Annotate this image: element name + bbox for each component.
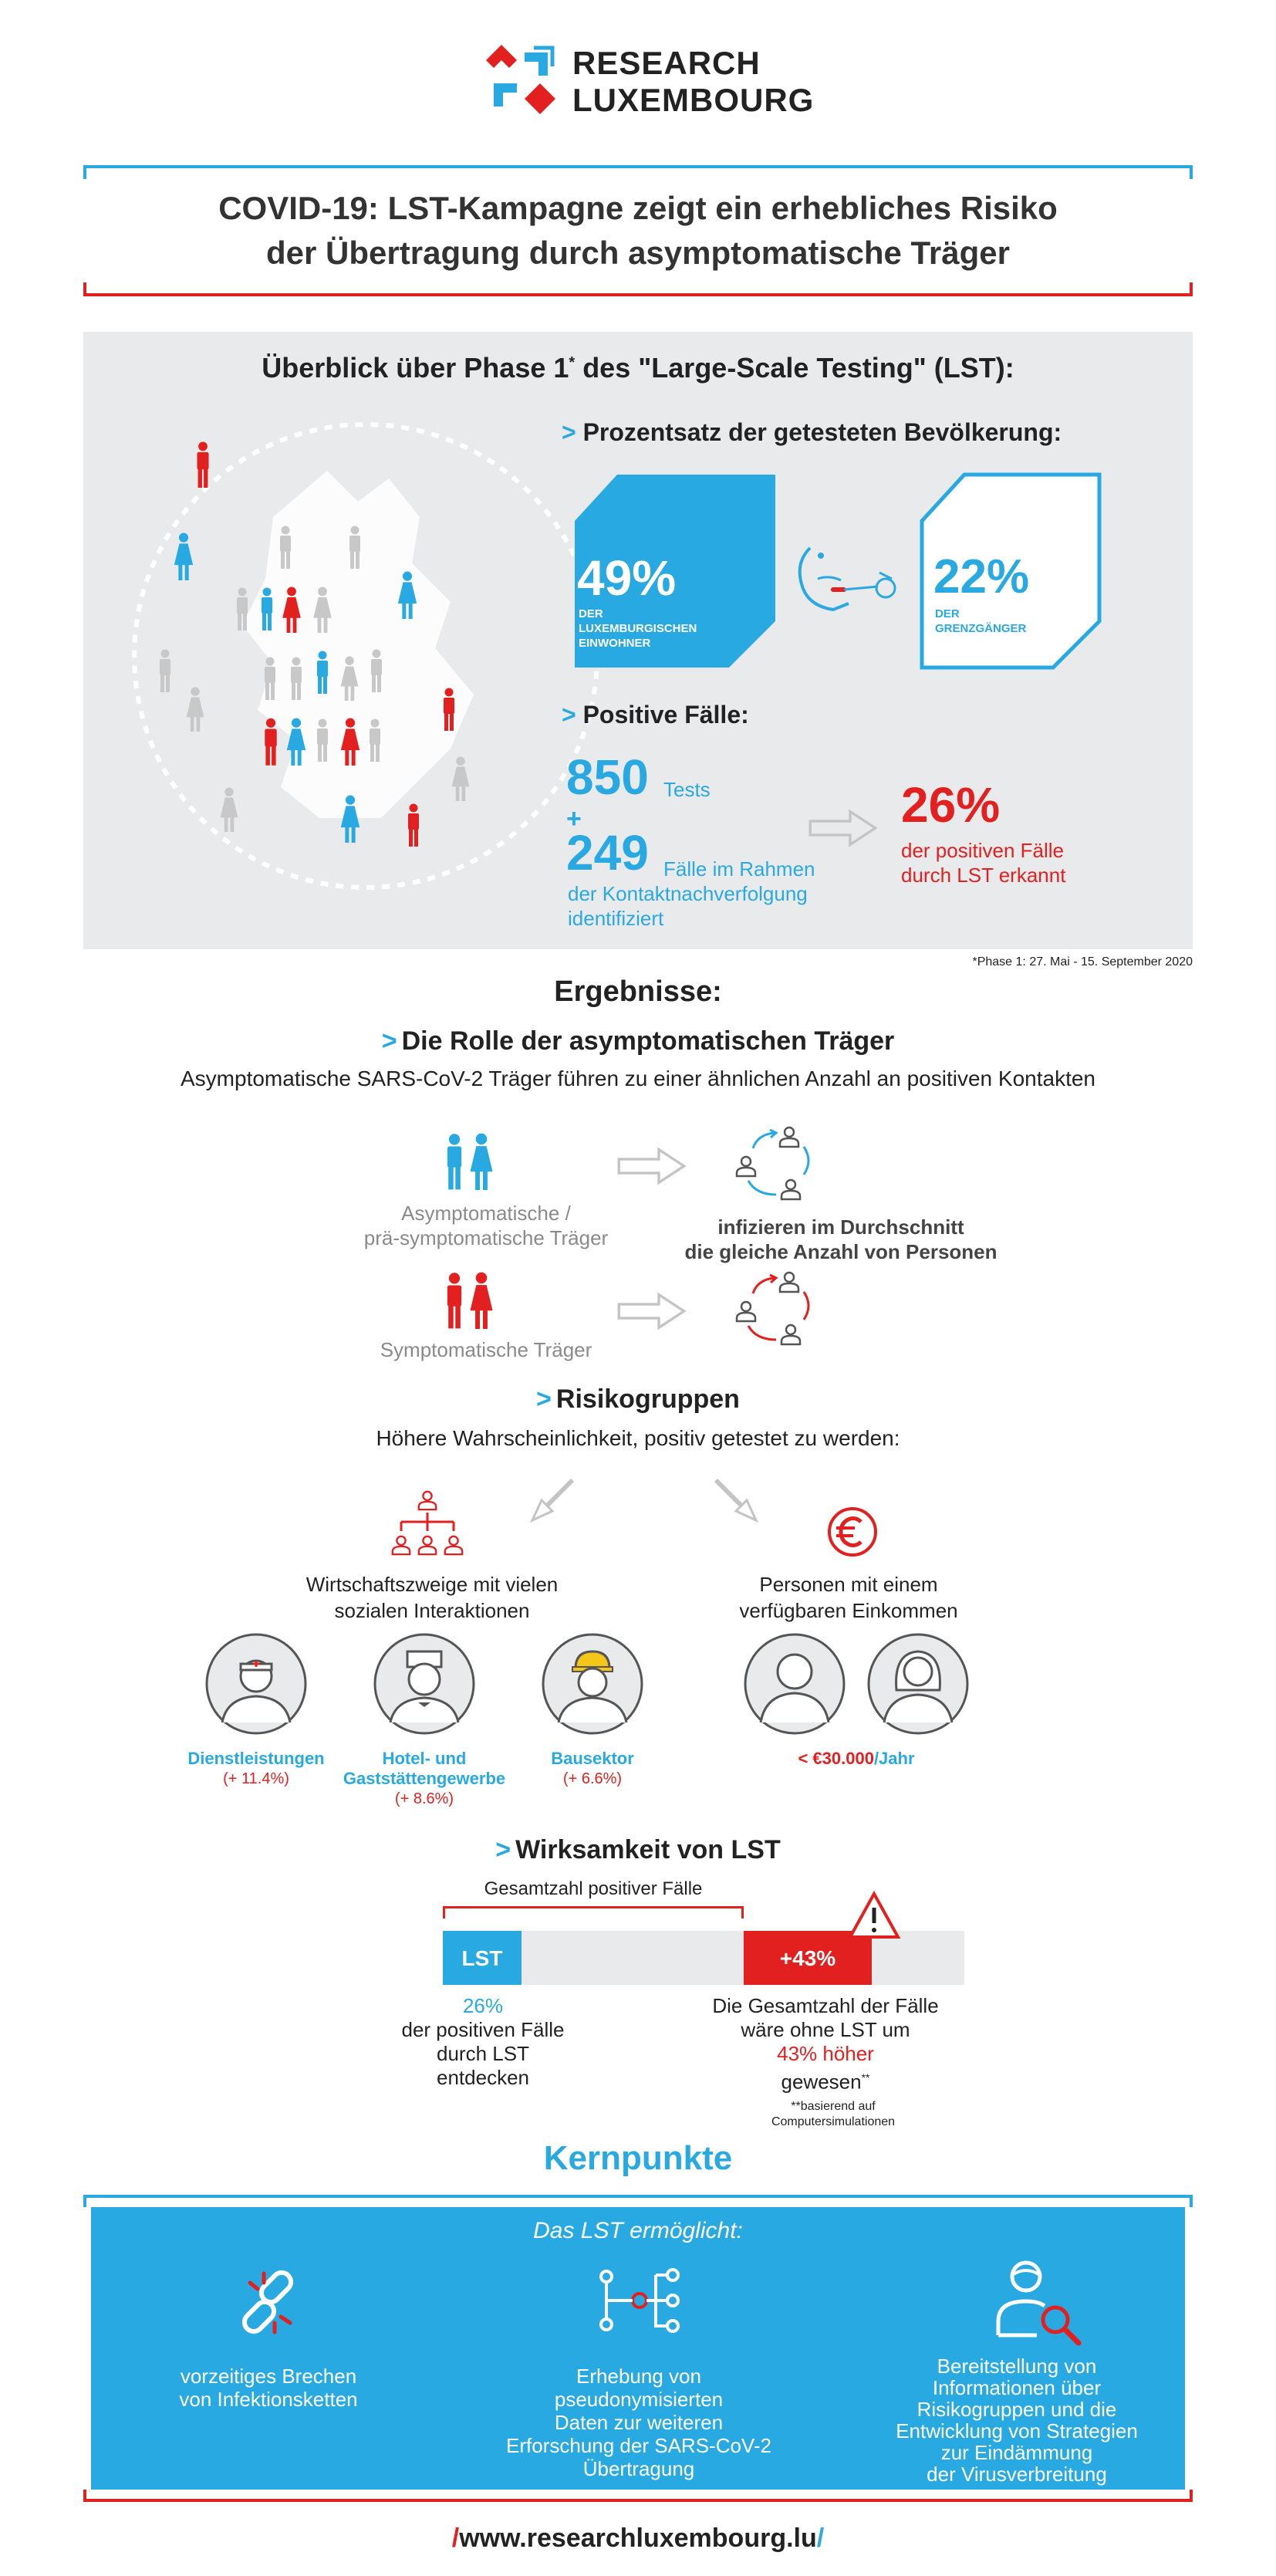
key-point-2-line-3: Daten zur weiteren [554,2411,724,2434]
data-network-icon [597,2266,682,2335]
key-point-3-line-5: zur Eindämmung [940,2441,1093,2464]
contact-value: 249 [566,825,649,881]
lst-share-label-line-2: durch LST erkannt [901,864,1066,887]
overview-heading-post: des "Large-Scale Testing" (LST): [575,352,1014,384]
tests-value: 850 [566,749,649,805]
key-point-1-text [106,2365,430,2411]
luxembourg-map-shape [242,471,474,818]
lst-share-label [901,838,1065,887]
key-point-3-line-3: Risikogruppen und die [916,2398,1117,2421]
woman-avatar-icon [866,1631,971,1736]
logo-line-2: LUXEMBOURG [572,82,815,118]
title-top-right-tick [1190,165,1193,179]
symptomatic-label: Symptomatische Träger [380,1338,592,1361]
construction-name: Bausektor [551,1749,634,1768]
logo-mark-icon [478,37,563,122]
percent-tested-chevron: > [562,418,576,446]
without-lst-line-3-wrap [671,2066,980,2094]
cases-arrow-icon [808,809,878,847]
warning-icon [847,1891,901,1940]
overview-heading-pre: Überblick über Phase 1 [262,352,569,384]
results-heading: Ergebnisse: [554,975,722,1008]
lst-detected-line-2: durch LST [437,2042,529,2065]
euro-icon [825,1505,879,1559]
construction-caption [500,1749,685,1788]
sectors-label-line-1: Wirtschaftszweige mit vielen [305,1573,559,1596]
key-point-3-text [855,2355,1179,2485]
bracket-label: Gesamtzahl positiver Fälle [484,1878,703,1899]
without-lst-text [671,1994,980,2094]
residents-label-line-2: LUXEMBURGISCHEN [579,622,697,635]
luxembourg-map-illustration [127,417,605,895]
chef-avatar-icon [372,1631,477,1736]
footer-slash-left: / [451,2524,460,2553]
without-lst-line-1: Die Gesamtzahl der Fälle [712,1994,939,2017]
services-value: (+ 11.4%) [223,1770,289,1787]
symptomatic-arrow-icon [617,1292,687,1330]
lst-detected-line-1: der positiven Fälle [401,2018,565,2041]
role-subtitle: Asymptomatische SARS-CoV-2 Träger führen zu einer ähnlichen Anzahl an positiven Kontakten [181,1067,1095,1090]
swab-test-icon [787,532,918,633]
role-heading-chevron: > [381,1026,397,1056]
contact-label-line-2: der Kontaktnachverfolgung [568,882,808,905]
title-top-rule [83,165,1193,168]
overview-panel [83,332,1193,949]
page-title-line-1: COVID-19: LST-Kampagne zeigt ein erhebliches Risiko [218,190,1058,226]
crossborder-label-line-1: DER [935,607,960,620]
key-point-3-line-2: Informationen über [932,2376,1102,2399]
effectiveness-heading [0,1835,1276,1865]
sectors-label [262,1571,602,1624]
crossborder-label [935,607,1026,636]
bar-lst-label: LST [461,1946,503,1970]
construction-value: (+ 6.6%) [562,1770,623,1787]
phase-footnote: *Phase 1: 27. Mai - 15. September 2020 [972,955,1193,969]
role-heading-text: Die Rolle der asymptomatischen Träger [401,1026,895,1056]
key-point-3-line-1: Bereitstellung von [937,2355,1097,2378]
key-points-top-rule [83,2195,1193,2198]
simulation-note-line-1: **basierend auf [791,2100,876,2113]
construction-worker-avatar-icon [540,1631,645,1736]
overview-heading-sup: * [569,354,576,371]
nurse-avatar-icon [204,1631,309,1736]
key-point-2-line-4: Erforschung der SARS-CoV-2 [506,2434,771,2457]
lst-share-value: 26% [901,777,1001,833]
income-label [694,1571,1003,1624]
key-point-2-text [477,2365,801,2480]
key-points-panel [91,2207,1185,2490]
positive-cases-chevron: > [562,701,576,729]
key-points-bottom-right-tick [1190,2490,1193,2502]
asymptomatic-arrow-icon [617,1147,687,1185]
risk-subtitle: Höhere Wahrscheinlichkeit, positiv getestet zu werden: [376,1426,900,1450]
without-lst-line-2: wäre ohne LST um [741,2018,910,2041]
asymptomatic-label-line-2: prä-symptomatische Träger [363,1226,609,1249]
without-lst-sup: ** [861,2071,870,2084]
positive-cases-heading [562,701,749,729]
bar-extra-label: +43% [779,1946,836,1970]
simulation-note [748,2099,918,2130]
residents-label [579,607,697,651]
asymptomatic-label-line-1: Asymptomatische / [401,1202,571,1225]
infect-label [679,1215,1003,1264]
page-title-line-2: der Übertragung durch asymptomatische Träger [266,235,1010,271]
income-value: < €30.000 [798,1749,874,1768]
title-bottom-right-tick [1190,282,1193,296]
arrow-down-right-icon [710,1474,764,1528]
asymptomatic-transmission-cycle-icon [730,1121,822,1205]
services-name: Dienstleistungen [187,1749,325,1768]
logo-line-1: RESEARCH [572,45,761,81]
infect-label-line-1: infizieren im Durchschnitt [717,1215,964,1239]
residents-label-line-1: DER [579,607,603,620]
key-points-top-right-tick [1190,2195,1193,2207]
broken-chain-icon [227,2260,312,2344]
symptomatic-transmission-cycle-icon [730,1266,822,1351]
footer-slash-right: / [816,2524,825,2553]
contact-label [663,857,815,881]
contact-label-line-3: identifiziert [568,907,664,930]
role-heading [0,1026,1276,1056]
risk-heading [0,1384,1276,1415]
lst-share-label-line-1: der positiven Fälle [901,839,1064,862]
hotel-name-line-1: Hotel- und [382,1749,467,1768]
contact-label-rest [568,881,808,931]
overview-heading [83,352,1193,384]
key-points-bottom-rule [83,2499,1193,2502]
income-label-line-2: verfügbaren Einkommen [739,1599,958,1622]
key-point-2-line-1: Erhebung von [576,2365,701,2388]
income-label-line-1: Personen mit einem [759,1573,938,1596]
effectiveness-heading-chevron: > [495,1835,511,1864]
title-box [83,165,1193,296]
key-points-heading: Kernpunkte [543,2139,733,2177]
plus-sign: + [566,804,582,833]
lst-detected-line-3: entdecken [437,2066,529,2089]
without-lst-value: 43% höher [777,2042,874,2065]
key-points-top-left-tick [83,2195,86,2207]
footer-link[interactable] [0,2524,1276,2554]
researcher-search-icon [992,2255,1085,2348]
symptomatic-couple-icon [437,1270,506,1332]
key-point-2-line-5: Übertragung [582,2457,695,2480]
key-point-3-line-6: der Virusverbreitung [927,2463,1107,2486]
contact-label-line-1: Fälle im Rahmen [663,857,815,881]
network-people-icon [389,1488,466,1562]
without-lst-line-3: gewesen [781,2070,862,2094]
sectors-label-line-2: sozialen Interaktionen [334,1599,530,1622]
lst-detected-text [375,1994,591,2090]
footer-url[interactable]: www.researchluxembourg.lu [459,2524,817,2553]
key-points-bottom-left-tick [83,2490,86,2502]
logo[interactable] [478,34,818,127]
risk-heading-chevron: > [536,1384,552,1414]
asymptomatic-couple-icon [437,1131,506,1193]
total-cases-bracket [443,1906,744,1918]
simulation-note-line-2: Computersimulationen [771,2115,896,2128]
income-unit: /Jahr [873,1749,915,1768]
percent-tested-heading [562,418,1062,447]
income-caption [756,1749,957,1769]
asymptomatic-label [324,1201,648,1250]
key-point-1-line-2: von Infektionsketten [179,2388,358,2411]
key-point-3-line-4: Entwicklung von Strategien [896,2419,1138,2442]
effectiveness-heading-text: Wirksamkeit von LST [515,1835,781,1864]
hotel-value: (+ 8.6%) [394,1790,454,1807]
title-bottom-rule [83,293,1193,296]
residents-label-line-3: EINWOHNER [579,637,651,650]
man-avatar-icon [742,1631,847,1736]
lst-detected-value: 26% [462,1994,504,2017]
risk-heading-text: Risikogruppen [555,1384,740,1414]
positive-cases-heading-text: Positive Fälle: [582,701,749,729]
key-point-1-line-1: vorzeitiges Brechen [180,2365,357,2388]
residents-value: 49% [577,550,677,606]
hotel-name-line-2: Gaststättengewerbe [343,1769,506,1788]
tests-label: Tests [663,778,711,801]
infect-label-line-2: die gleiche Anzahl von Personen [684,1240,998,1263]
key-points-enables: Das LST ermöglicht: [533,2218,743,2243]
crossborder-label-line-2: GRENZGÄNGER [935,622,1027,635]
crossborder-value: 22% [933,550,1030,603]
services-caption [164,1749,349,1788]
title-top-left-tick [83,165,86,179]
key-point-2-line-2: pseudonymisierten [554,2388,724,2411]
arrow-down-left-icon [525,1474,579,1528]
percent-tested-heading-text: Prozentsatz der getesteten Bevölkerung: [582,418,1062,446]
title-bottom-left-tick [83,282,86,296]
hotel-caption [324,1749,525,1808]
